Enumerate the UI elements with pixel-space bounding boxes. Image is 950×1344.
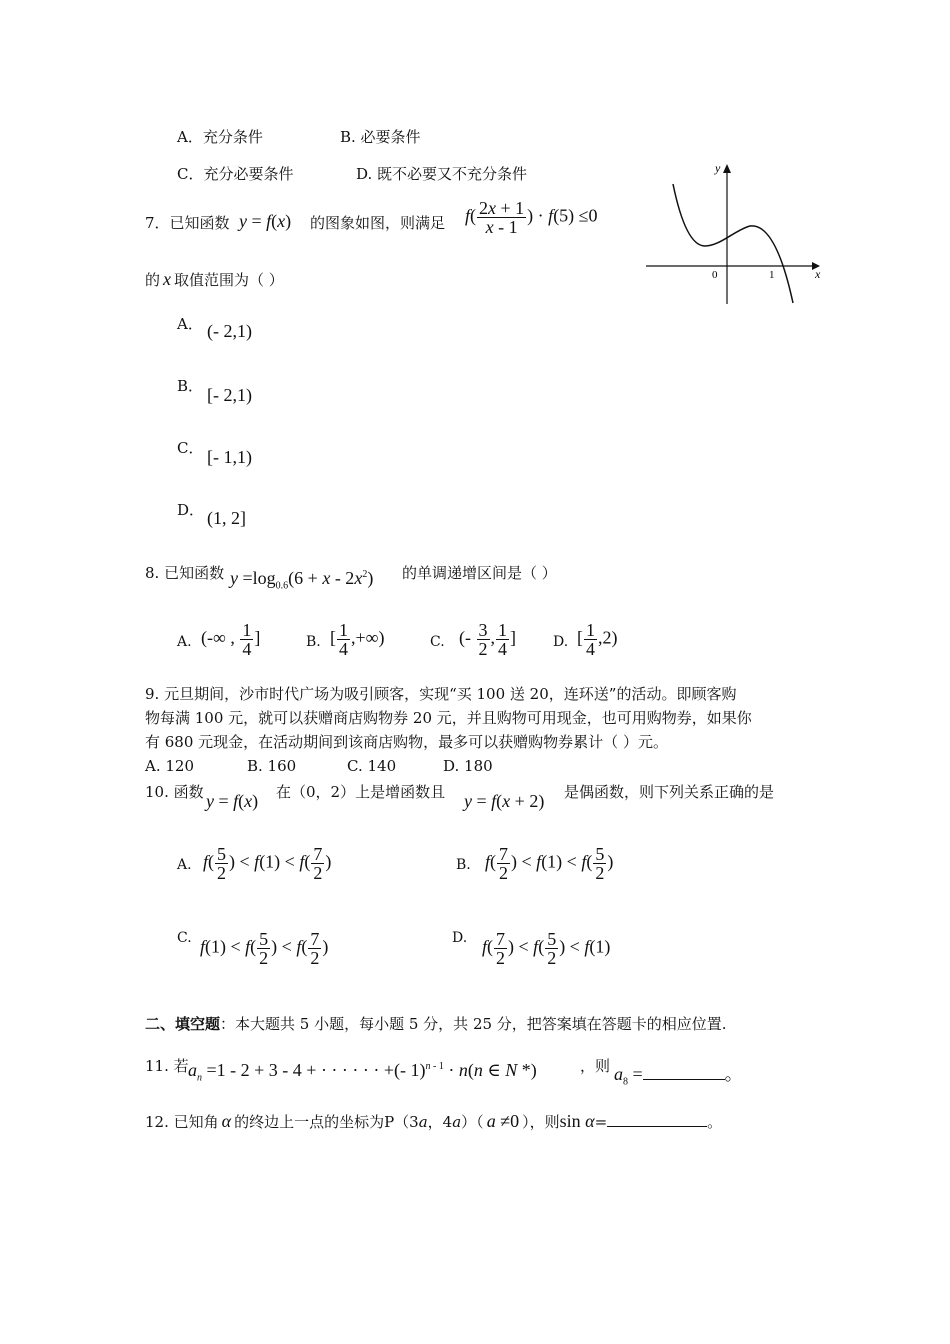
q9-option-c: C. 140: [347, 757, 397, 775]
section2-bold: 二、填空题: [145, 1015, 221, 1033]
graph-x-label: x: [815, 267, 821, 281]
q10-function2: y = f(x + 2): [464, 791, 545, 811]
q7-option-c-label: C．: [177, 439, 204, 457]
q9-line3: 有 680 元现金，在活动期间到该商店购物，最多可以获赠购物券累计（ ）元。: [145, 733, 668, 751]
q11-then: ，则: [580, 1057, 611, 1075]
q10-option-a-value: f( $\frac{5}{2}$ ) < f(1) < f( $\frac{7}{2}$ ): [203, 844, 332, 883]
q6-option-b: B. 必要条件: [340, 128, 421, 146]
q10-middle: 在（0，2）上是增函数且: [276, 783, 446, 801]
q6-option-a: A．充分条件: [177, 128, 263, 146]
q10-option-b-label: B.: [456, 857, 471, 873]
q7-option-c-value: [- 1,1): [207, 447, 252, 467]
q12-line: 12. 已知角 α 的终边上一点的坐标为P（3a，4a）（ a ≠0 ），则sin α= 。: [145, 1111, 723, 1131]
graph-one-label: 1: [769, 269, 775, 281]
q12-end: =: [594, 1113, 608, 1131]
section2-text: ：本大题共 5 小题，每小题 5 分，共 25 分，把答案填在答题卡的相应位置.: [220, 1015, 727, 1033]
q8-prefix: 8. 已知函数: [145, 564, 225, 582]
q12-middle: 的终边上一点的坐标为P（3: [234, 1113, 419, 1131]
q8-option-c-label: C.: [430, 634, 445, 650]
q11-end: 。: [724, 1064, 743, 1084]
section2-heading: [145, 1013, 727, 1034]
q10-option-c-label: C.: [177, 930, 192, 946]
q6-option-d: D. 既不必要又不充分条件: [356, 165, 528, 183]
q8-function: $y =\log_{0.6}(6 + x - 2x^2)$: [230, 568, 374, 592]
q7-option-d-value: (1, 2]: [207, 508, 246, 528]
q7-prefix: 7．已知函数: [145, 214, 230, 232]
q7-option-a-label: A．: [177, 315, 203, 333]
q8-option-c-value: (- $\frac{3}{2}$ , $\frac{1}{4}$ ]: [459, 620, 516, 659]
q10-prefix: 10. 函数: [145, 783, 204, 801]
q7-option-d-label: D．: [177, 501, 205, 519]
graph-y-label: y: [715, 161, 721, 175]
q7-function-graph: [640, 158, 830, 308]
q9-option-b: B. 160: [247, 757, 297, 775]
q7-line2-prefix: 的: [145, 271, 161, 289]
q12-middle2: ，4: [427, 1113, 453, 1131]
q12-middle3: ）（: [461, 1113, 484, 1131]
q12-period: 。: [707, 1113, 723, 1131]
q7-option-a-value: (- 2,1): [207, 321, 252, 341]
q10-option-d-label: D.: [452, 930, 468, 946]
q12-prefix: 12. 已知角: [145, 1113, 219, 1131]
q7-stem: [145, 212, 230, 233]
q7-line2-suffix: 取值范围为（ ）: [174, 271, 284, 289]
graph-origin-label: 0: [712, 269, 718, 281]
q9-line2: 物每满 100 元，就可以获赠商店购物券 20 元，并且购物可用现金，也可用购物券，如果你: [145, 709, 752, 727]
q10-option-b-value: f( $\frac{7}{2}$ ) < f(1) < f( $\frac{5}{2}$ ): [485, 844, 614, 883]
q10-option-a-label: A.: [177, 857, 192, 873]
q8-suffix: 的单调递增区间是（ ）: [402, 564, 557, 582]
q8-option-b-label: B.: [306, 634, 321, 650]
q6-option-c: C．充分必要条件: [177, 165, 294, 183]
q8-option-b-value: [ $\frac{1}{4}$ ,+∞): [330, 620, 385, 659]
q7-inequality: f( $\frac{2x + 1}{x - 1}$ ) · f(5) ≤0: [465, 198, 598, 237]
q11-a8: $a_8$ = 。: [614, 1064, 743, 1088]
q11-prefix: 11. 若: [145, 1057, 189, 1075]
q10-option-c-value: f(1) < f( $\frac{5}{2}$ ) < f( $\frac{7}{2}$ ): [200, 929, 329, 968]
q11-expression: $a_n =1 - 2 + 3 - 4$ + · · · · · · +(- 1)$^{n - 1}$ · n(n ∈ N *): [188, 1060, 537, 1084]
q9-option-a: A. 120: [145, 757, 194, 775]
q7-option-b-label: B．: [177, 377, 204, 395]
q10-option-d-value: f( $\frac{7}{2}$ ) < f( $\frac{5}{2}$ ) < f(1): [482, 929, 611, 968]
q8-option-d-value: [ $\frac{1}{4}$ ,2): [577, 620, 618, 659]
q7-option-b-value: [- 2,1): [207, 385, 252, 405]
q7-graph-text: 的图象如图，则满足: [310, 214, 446, 232]
q12-middle4: ），则: [522, 1113, 560, 1131]
q8-option-a-value: (-∞ , $\frac{1}{4}$ ]: [201, 620, 261, 659]
q7-function: y = f(x): [239, 211, 292, 231]
q9-line1: 9. 元旦期间，沙市时代广场为吸引顾客，实现“买 100 送 20，连环送”的活动。即顾客购: [145, 685, 737, 703]
q9-option-d: D. 180: [443, 757, 493, 775]
q7-line2: 的 x 取值范围为（ ）: [145, 269, 284, 289]
q8-option-d-label: D.: [553, 634, 569, 650]
q10-function1: y = f(x): [206, 791, 259, 811]
q8-option-a-label: A.: [177, 634, 192, 650]
q10-suffix: 是偶函数，则下列关系正确的是: [564, 783, 775, 801]
